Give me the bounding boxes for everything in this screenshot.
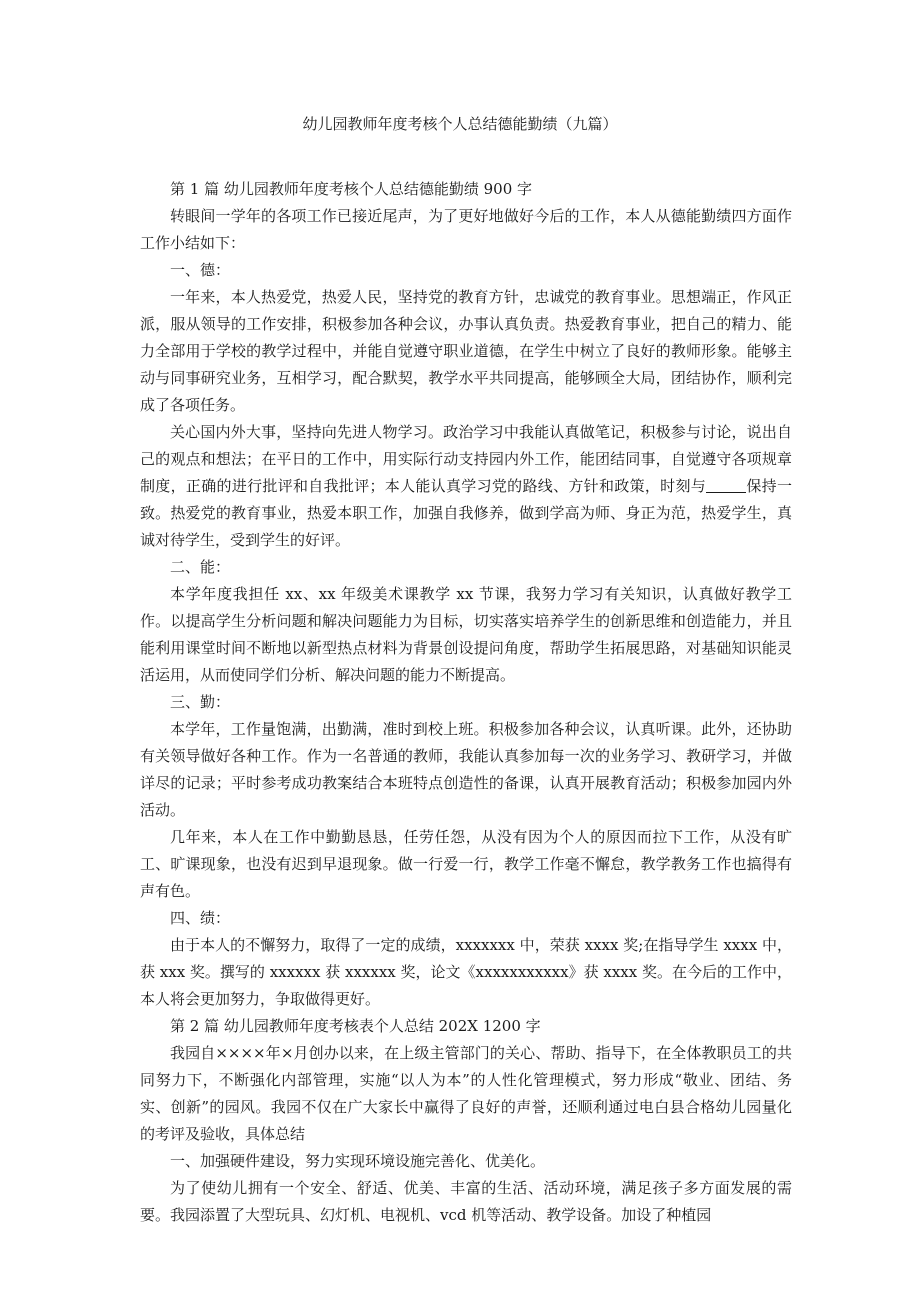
body-paragraph bbox=[140, 419, 792, 554]
section-heading: 一、加强硬件建设，努力实现环境设施完善化、优美化。 bbox=[170, 1152, 546, 1170]
paragraph-text: 保持一致。热爱党的教育事业，热爱本职工作，加强自我修养，做到学高为师、身正为范，热爱学生，真诚对待学生，受到学生的好评。 bbox=[140, 477, 792, 549]
section-heading: 一、德： bbox=[170, 261, 231, 279]
body-paragraph: 为了使幼儿拥有一个安全、舒适、优美、丰富的生活、活动环境，满足孩子多方面发展的需要。我园添置了大型玩具、幻灯机、电视机、vcd 机等活动、教学设备。加设了种植园 bbox=[140, 1179, 792, 1224]
document-title: 幼儿园教师年度考核个人总结德能勤绩（九篇） bbox=[302, 115, 618, 133]
body-paragraph: 一年来，本人热爱党，热爱人民，坚持党的教育方针，忠诚党的教育事业。思想端正，作风正派，服从领导的工作安排，积极参加各种会议，办事认真负责。热爱教育事业，把自己的精力、能力全部用于学校的教学过程中，并能自觉遵守职业道德，在学生中树立了良好的教师形象。能够主动与同事研究业务，互相学习，配合默契，教学水平共同提高，能够顾全大局，团结协作，顺利完成了各项任务。 bbox=[140, 288, 792, 414]
body-paragraph: 本学年度我担任 xx、xx 年级美术课教学 xx 节课，我努力学习有关知识，认真做好教学工作。以提高学生分析问题和解决问题能力为目标，切实落实培养学生的创新思维和创造能力，并且能利用课堂时间不断地以新型热点材料为背景创设提问角度，帮助学生拓展思路，对基础知识能灵活运用，从而使同学们分析、解决问题的能力不断提高。 bbox=[140, 585, 792, 684]
body-paragraph: 几年来，本人在工作中勤勤恳恳，任劳任怨，从没有因为个人的原因而拉下工作，从没有旷工、旷课现象，也没有迟到早退现象。做一行爱一行，教学工作毫不懈怠，教学教务工作也搞得有声有色。 bbox=[140, 828, 792, 900]
section-heading: 第 1 篇 幼儿园教师年度考核个人总结德能勤绩 900 字 bbox=[170, 180, 533, 198]
body-paragraph: 转眼间一学年的各项工作已接近尾声，为了更好地做好今后的工作，本人从德能勤绩四方面作工作小结如下： bbox=[140, 207, 792, 252]
section-heading: 第 2 篇 幼儿园教师年度考核表个人总结 202X 1200 字 bbox=[170, 1017, 541, 1035]
body-paragraph: 由于本人的不懈努力，取得了一定的成绩，xxxxxxx 中，荣获 xxxx 奖;在指导学生 xxxx 中，获 xxx 奖。撰写的 xxxxxx 获 xxxxxx 奖，论文《xxxxxxxxxxx》获 xxxx 奖。在今后的工作中，本人将会更加努力，争取做得更好。 bbox=[140, 936, 792, 1008]
body-paragraph: 我园自××××年×月创办以来，在上级主管部门的关心、帮助、指导下，在全体教职员工的共同努力下，不断强化内部管理，实施“以人为本”的人性化管理模式，努力形成“敬业、团结、务实、创新”的园风。我园不仅在广大家长中赢得了良好的声誉，还顺利通过电白县合格幼儿园量化的考评及验收，具体总结 bbox=[140, 1044, 792, 1143]
section-heading: 四、绩： bbox=[170, 909, 231, 927]
paragraph-text: 关心国内外大事，坚持向先进人物学习。政治学习中我能认真做笔记，积极参与讨论，说出自己的观点和想法；在平日的工作中，用实际行动支持园内外工作，能团结同事，自觉遵守各项规章制度，正确的进行批评和自我批评；本人能认真学习党的路线、方针和政策，时刻与 bbox=[140, 423, 792, 495]
fill-in-blank bbox=[706, 478, 746, 493]
section-heading: 二、能： bbox=[170, 558, 231, 576]
section-heading: 三、勤： bbox=[170, 693, 231, 711]
document-body bbox=[140, 176, 792, 1229]
body-paragraph: 本学年，工作量饱满，出勤满，准时到校上班。积极参加各种会议，认真听课。此外，还协助有关领导做好各种工作。作为一名普通的教师，我能认真参加每一次的业务学习、教研学习，并做详尽的记录；平时参考成功教案结合本班特点创造性的备课，认真开展教育活动；积极参加园内外活动。 bbox=[140, 720, 792, 819]
